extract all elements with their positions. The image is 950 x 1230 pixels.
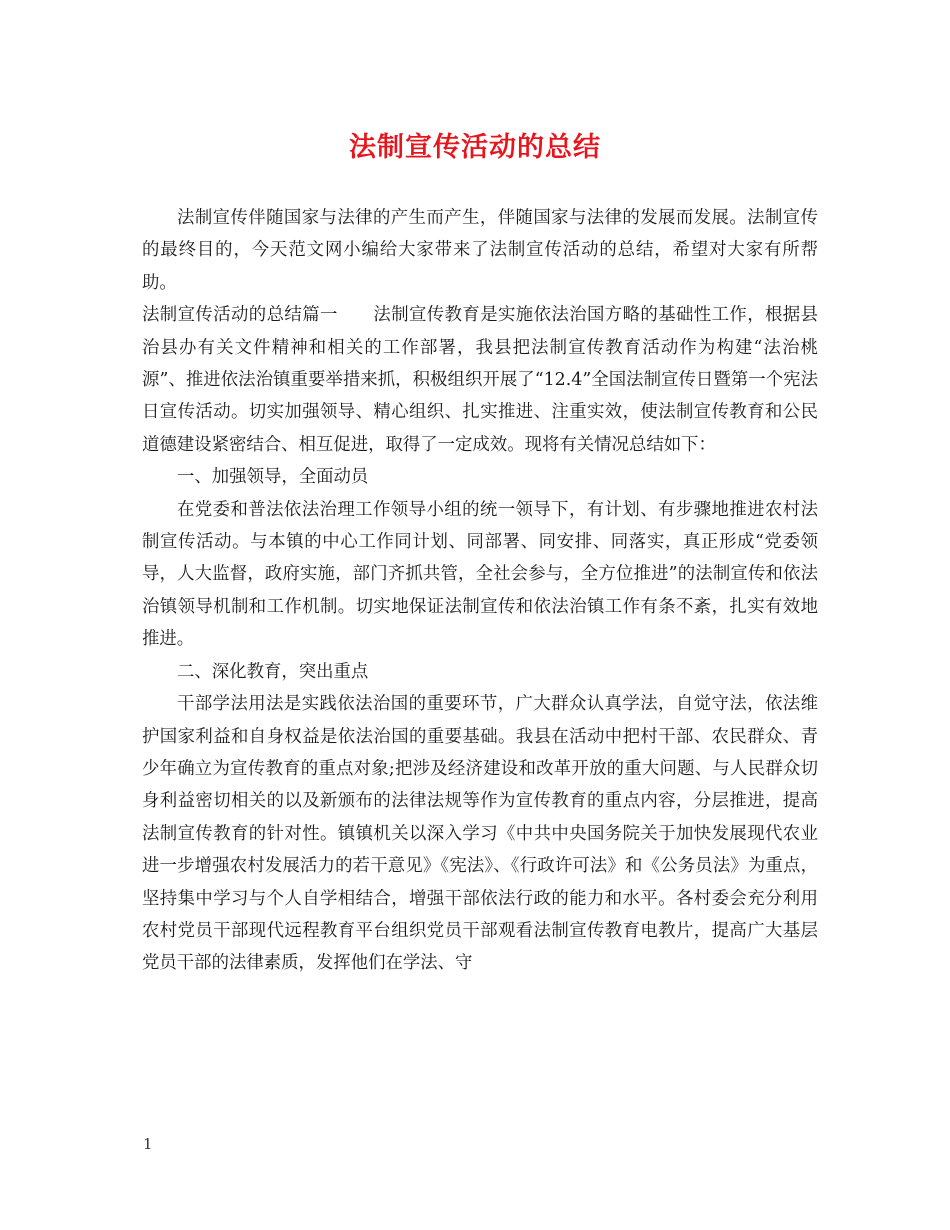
paragraph-education: 干部学法用法是实践依法治国的重要环节，广大群众认真学法，自觉守法，依法维护国家利益和自身权益是依法治国的重要基础。我县在活动中把村干部、农民群众、青少年确立为宣传教育的重点对象;把涉及经济建设和改革开放的重大问题、与人民群众切身利益密切相关的以及新颁布的法律法规等作为宣传教育的重点内容，分层推进，提高法制宣传教育的针对性。镇镇机关以深入学习《中共中央国务院关于加快发展现代农业进一步增强农村发展活力的若干意见》《宪法》、《行政许可法》和《公务员法》为重点，坚持集中学习与个人自学相结合，增强干部依法行政的能力和水平。各村委会充分利用农村党员干部现代远程教育平台组织党员干部观看法制宣传教育电教片，提高广大基层党员干部的法律素质，发挥他们在学法、守 (142, 694, 818, 974)
document-body (142, 202, 818, 980)
paragraph-section-one-lead: 法制宣传活动的总结篇一 法制宣传教育是实施依法治国方略的基础性工作，根据县治县办有关文件精神和相关的工作部署，我县把法制宣传教育活动作为构建“法治桃源”、推进依法治镇重要举措来抓，积极组织开展了“12.4”全国法制宣传日暨第一个宪法日宣传活动。切实加强领导、精心组织、扎实推进、注重实效，使法制宣传教育和公民道德建设紧密结合、相互促进，取得了一定成效。现将有关情况总结如下： (142, 305, 818, 455)
heading-strengthen-leadership: 一、加强领导，全面动员 (177, 467, 369, 488)
paragraph-leadership: 在党委和普法依法治理工作领导小组的统一领导下，有计划、有步骤地推进农村法制宣传活动。与本镇的中心工作同计划、同部署、同安排、同落实，真正形成“党委领导，人大监督，政府实施，部门齐抓共管，全社会参与，全方位推进”的法制宣传和依法治镇领导机制和工作机制。切实地保证法制宣传和依法治镇工作有条不紊，扎实有效地推进。 (142, 499, 818, 650)
document-title: 法制宣传活动的总结 (349, 132, 601, 163)
heading-deepen-education: 二、深化教育，突出重点 (177, 661, 369, 682)
page-number: 1 (143, 1135, 153, 1153)
paragraph-intro: 法制宣传伴随国家与法律的产生而产生，伴随国家与法律的发展而发展。法制宣传的最终目的，今天范文网小编给大家带来了法制宣传活动的总结，希望对大家有所帮助。 (142, 208, 818, 293)
